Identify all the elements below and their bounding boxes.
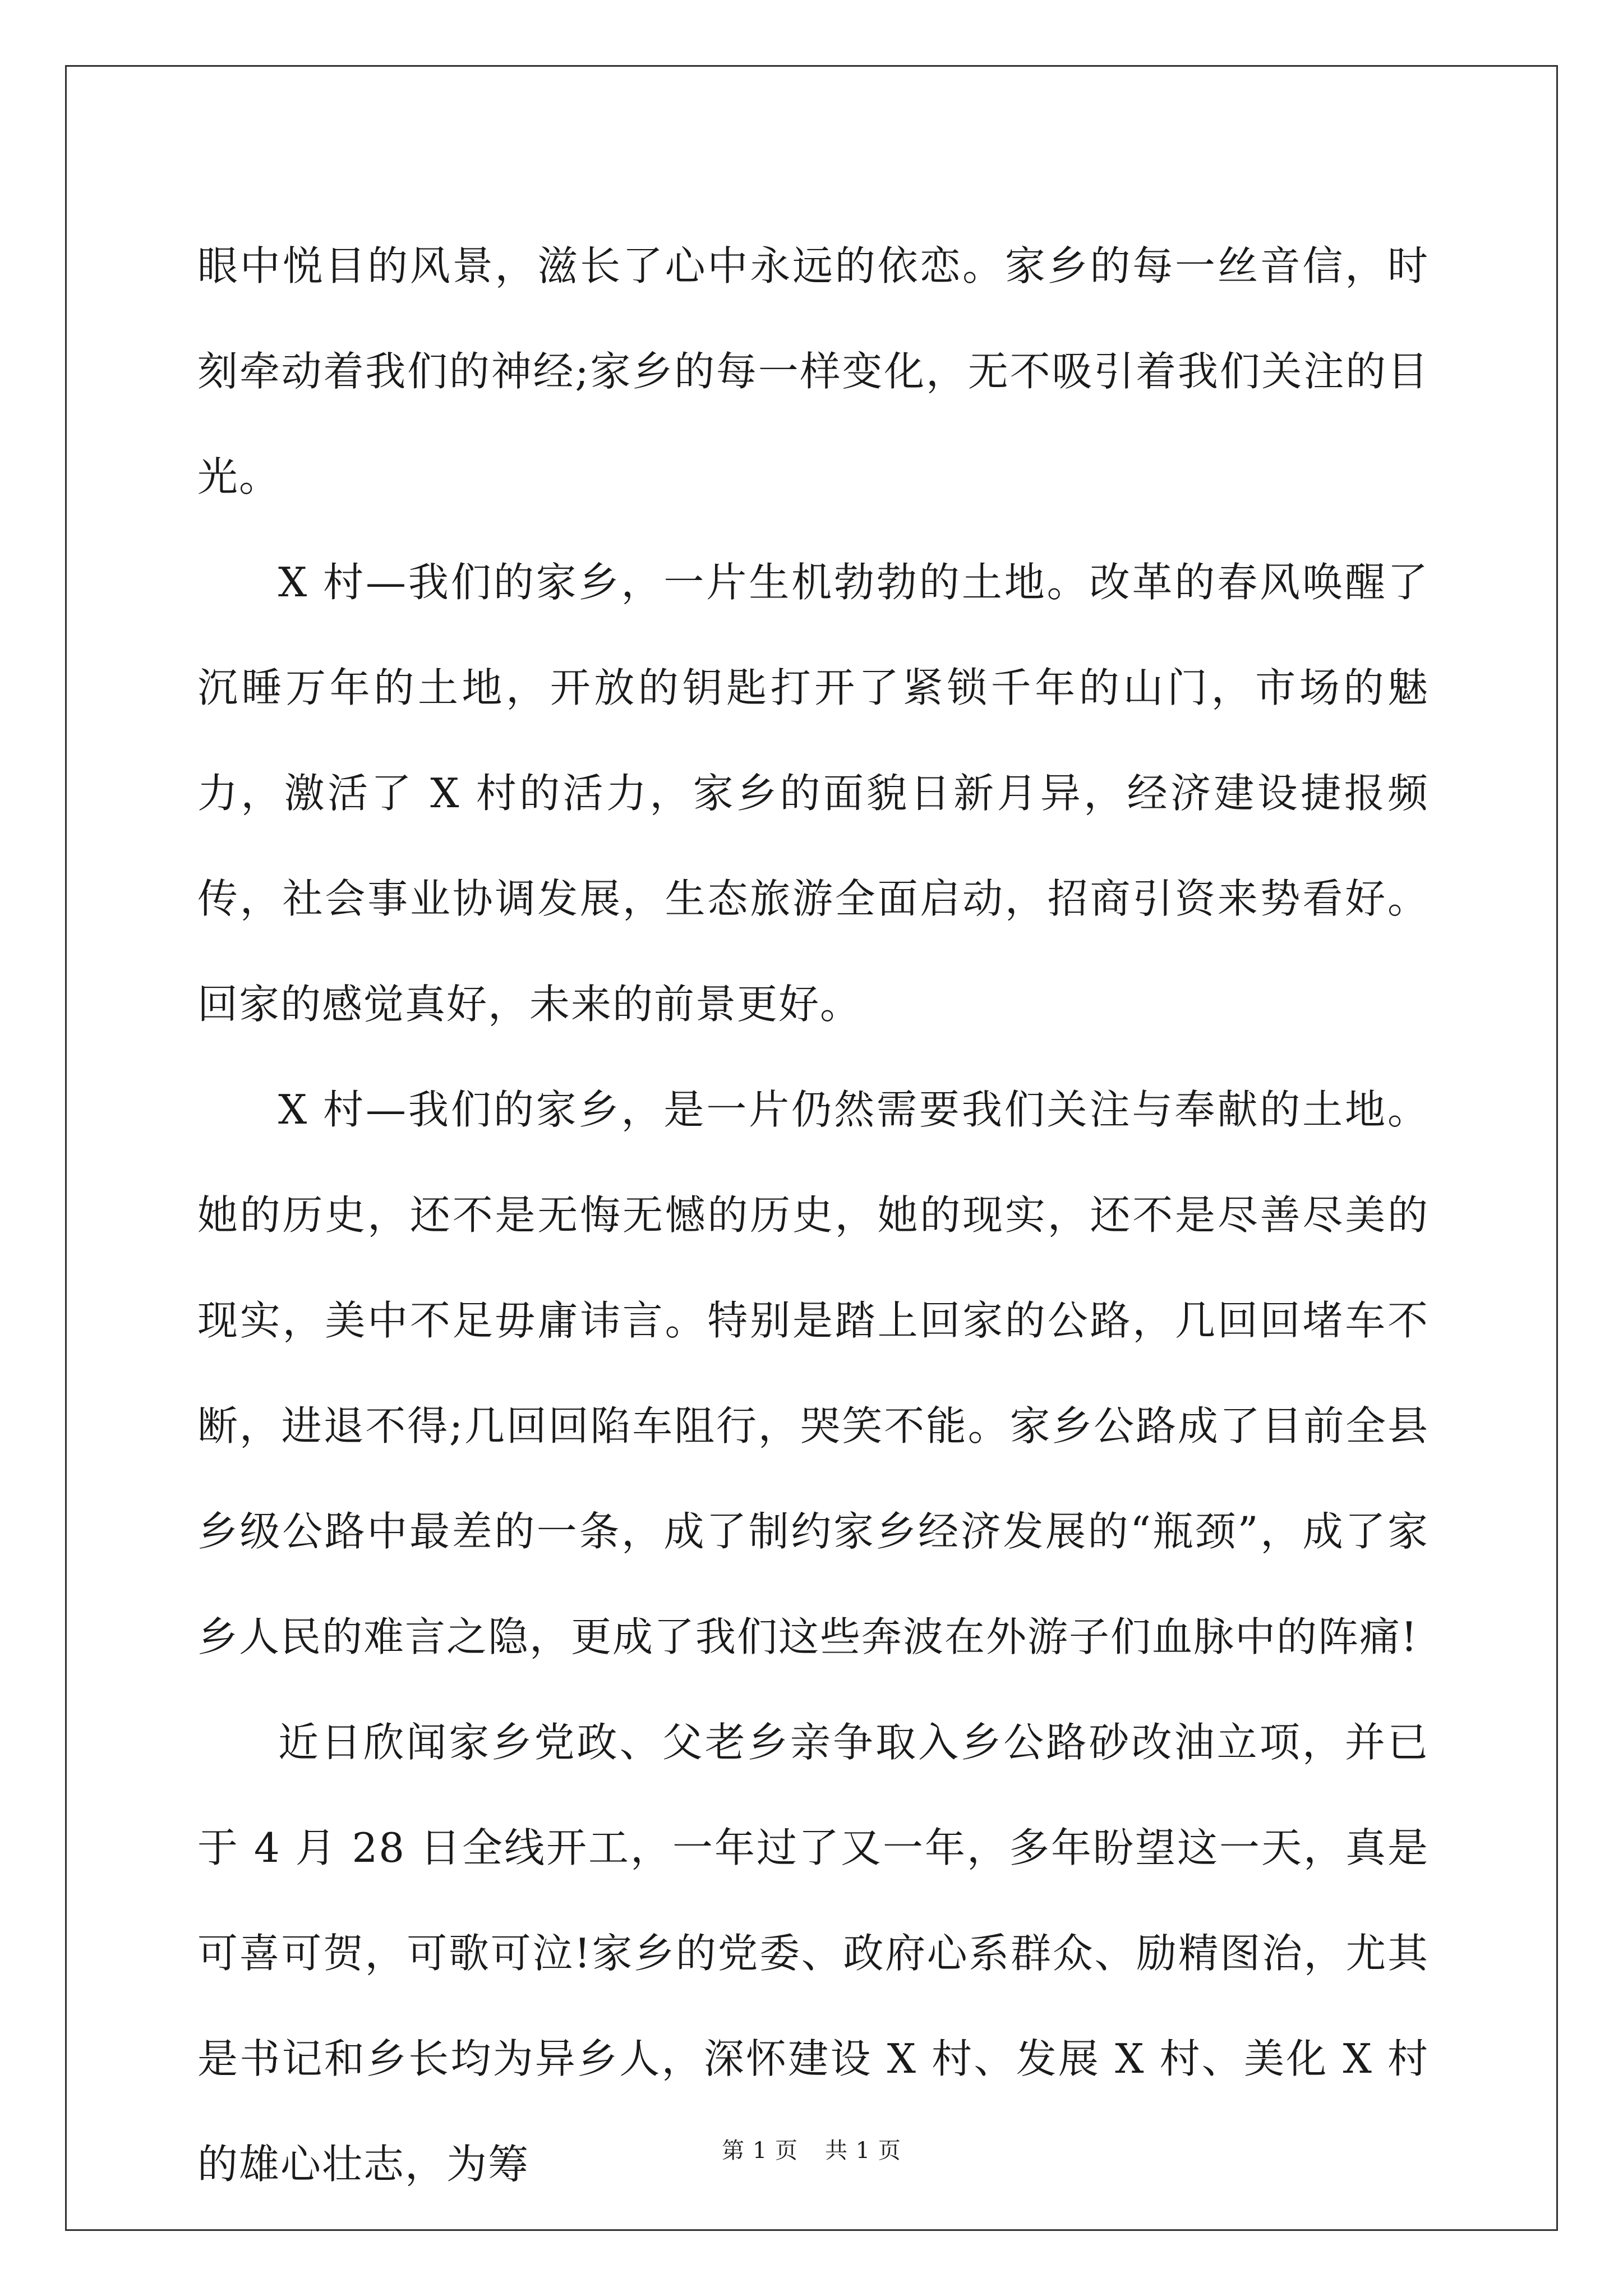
page-number: 第 1 页 (722, 2138, 798, 2164)
paragraph-3: X 村—我们的家乡，是一片仍然需要我们关注与奉献的土地。她的历史，还不是无悔无憾的历史，她的现实，还不是尽善尽美的现实，美中不足毋庸讳言。特别是踏上回家的公路，几回回堵车不断，进退不得;几回回陷车阻行，哭笑不能。家乡公路成了目前全县乡级公路中最差的一条，成了制约家乡经济发展的“瓶颈”，成了家乡人民的难言之隐，更成了我们这些奔波在外游子们血脉中的阵痛! (197, 1086, 1429, 1660)
paragraph-4: 近日欣闻家乡党政、父老乡亲争取入乡公路砂改油立项，并已于 4 月 28 日全线开工，一年过了又一年，多年盼望这一天，真是可喜可贺，可歌可泣!家乡的党委、政府心系群众、励精图治，尤其是书记和乡长均为异乡人，深怀建设 X 村、发展 X 村、美化 X 村的雄心壮志，为筹 (197, 1719, 1429, 2188)
paragraph-2: X 村—我们的家乡，一片生机勃勃的土地。改革的春风唤醒了沉睡万年的土地，开放的钥匙打开了紧锁千年的山门，市场的魅力，激活了 X 村的活力，家乡的面貌日新月异，经济建设捷报频传，社会事业协调发展，生态旅游全面启动，招商引资来势看好。回家的感觉真好，未来的前景更好。 (197, 559, 1429, 1028)
page-footer (0, 2133, 1623, 2165)
document-body (197, 213, 1429, 2217)
paragraph-1: 眼中悦目的风景，滋长了心中永远的依恋。家乡的每一丝音信，时刻牵动着我们的神经;家乡的每一样变化，无不吸引着我们关注的目光。 (197, 242, 1429, 500)
page-total: 共 1 页 (825, 2138, 901, 2164)
